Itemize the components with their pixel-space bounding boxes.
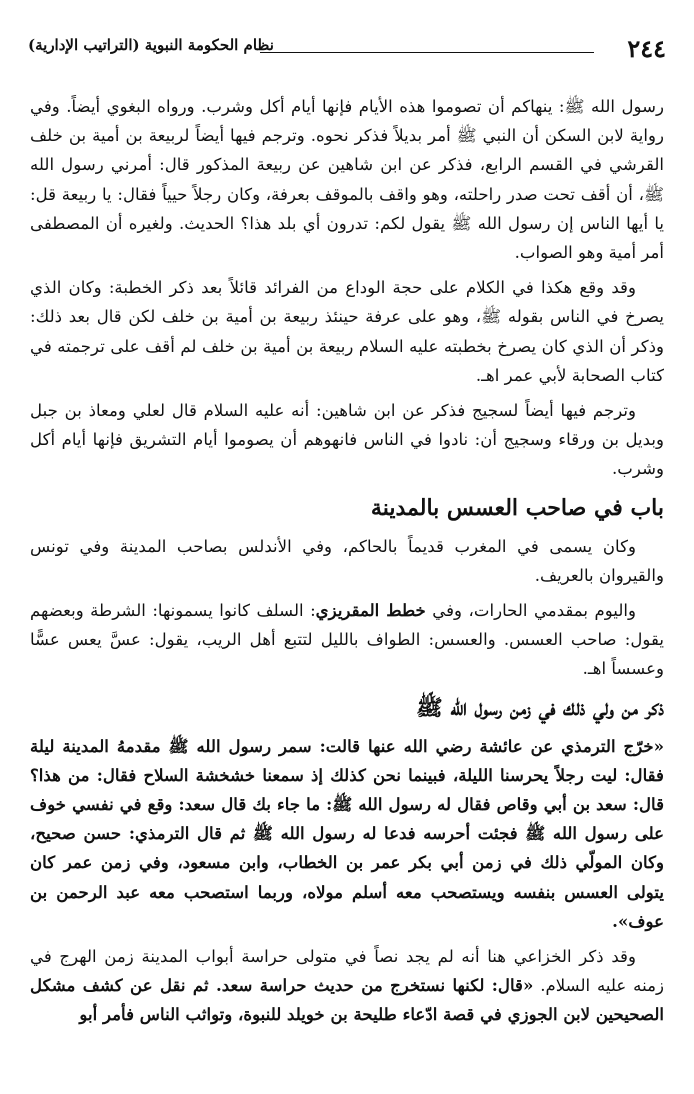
paragraph-6 <box>30 942 664 1030</box>
paragraph-5-text-b: : السلف كانوا يسمونها: الشرطة وبعضهم يقول: صاحب العسس. والعسس: الطواف بالليل لتتبع أهل الريب، يقول: عسَّ يعس عسًّا وعسساً اهـ. <box>30 601 664 679</box>
page-header <box>28 30 666 64</box>
header-rule <box>260 52 594 53</box>
paragraph-5 <box>30 596 664 684</box>
tirmidhi-quote: «خرّج الترمذي عن عائشة رضي الله عنها قالت: سمر رسول الله ﷺ مقدمهُ المدينة ليلة فقال: ليت رجلاً يحرسنا الليلة، فبينما نحن كذلك إذ سمعنا خشخشة السلاح فقال: من هذا؟ قال: سعد بن أبي وقاص فقال له رسول الله ﷺ: ما جاء بك قال سعد: وقع في نفسي خوف على رسول الله ﷺ فجئت أحرسه فدعا له رسول الله ﷺ ثم قال الترمذي: حسن صحيح، وكان المولّي ذلك في زمن أبي بكر عمر بن الخطاب، وابن مسعود، وفي زمن عمر كان يتولى العسس بنفسه ويستصحب معه أسلم مولاه، وربما استصحب معه عبد الرحمن بن عوف». <box>30 735 664 931</box>
paragraph-6-text: وقد ذكر الخزاعي هنا أنه لم يجد نصاً في متولى حراسة أبواب المدينة زمن الهرج في زمنه عليه السلام. <box>30 947 664 996</box>
paragraph-1: رسول الله ﷺ: ينهاكم أن تصوموا هذه الأيام فإنها أيام أكل وشرب. ورواه البغوي أيضاً. وفي رواية لابن السكن أن النبي ﷺ أمر بديلاً فذكر نحوه. وترجم فيها أيضاً لربيعة بن أمية بن خلف القرشي في القسم الرابع، فذكر عن ابن شاهين عن ربيعة المذكور قال: أمرني رسول الله ﷺ، أن أقف تحت صدر راحلته، وهو واقف بالموقف بعرفة، وكان رجلاً حيياً فقال: يا ربيعة قل: يا أيها الناس إن رسول الله ﷺ يقول لكم: تدرون أي بلد هذا؟ الحديث. ولغيره أن المصطفى أمر أمية وهو الصواب. <box>30 97 664 263</box>
section-heading-night-watch: باب في صاحب العسس بالمدينة <box>370 494 664 521</box>
running-title: نظام الحكومة النبوية (التراتيب الإدارية) <box>28 36 274 54</box>
paragraph-5-text-a: واليوم بمقدمي الحارات، وفي <box>425 601 636 621</box>
paragraph-3: وترجم فيها أيضاً لسجيج فذكر عن ابن شاهين: أنه عليه السلام قال لعلي ومعاذ بن جبل وبديل بن ورقاء وسجيج أن: نادوا في الناس فانهوهم أن يصوموا أيام التشريق فإنها أيام أكل وشرب. <box>30 401 664 479</box>
maqrizi-reference: خطط المقريزي <box>315 600 426 621</box>
paragraph-4: وكان يسمى في المغرب قديماً بالحاكم، وفي الأندلس بصاحب المدينة وفي تونس والقيروان بالعريف. <box>30 536 664 585</box>
paragraph-6-bold-quote: «قال: لكنها نستخرج من حديث حراسة سعد. ثم نقل عن كشف مشكل الصحيحين لابن الجوزي في قصة ادّعاء طليحة بن خويلد للنبوة، وتواثب الناس فأمر أبو <box>30 975 664 1025</box>
section-heading-prophet-era: ذكر من ولي ذلك في زمن رسول الله ﷺ <box>416 694 664 721</box>
page-body <box>30 92 664 1036</box>
page-number: ٢٤٤ <box>627 34 666 63</box>
paragraph-2: وقد وقع هكذا في الكلام على حجة الوداع من الفرائد قائلاً بعد ذكر الخطبة: وكان الذي يصرخ في الناس بقوله ﷺ، وهو على عرفة حينئذ ربيعة بن أمية بن خلف لكن قال بعد ذلك: وذكر أن الذي كان يصرخ بخطبته عليه السلام ربيعة بن أمية بن خلف لم أقف على ترجمته في كتاب الصحابة لأبي عمر اهـ. <box>30 278 664 385</box>
